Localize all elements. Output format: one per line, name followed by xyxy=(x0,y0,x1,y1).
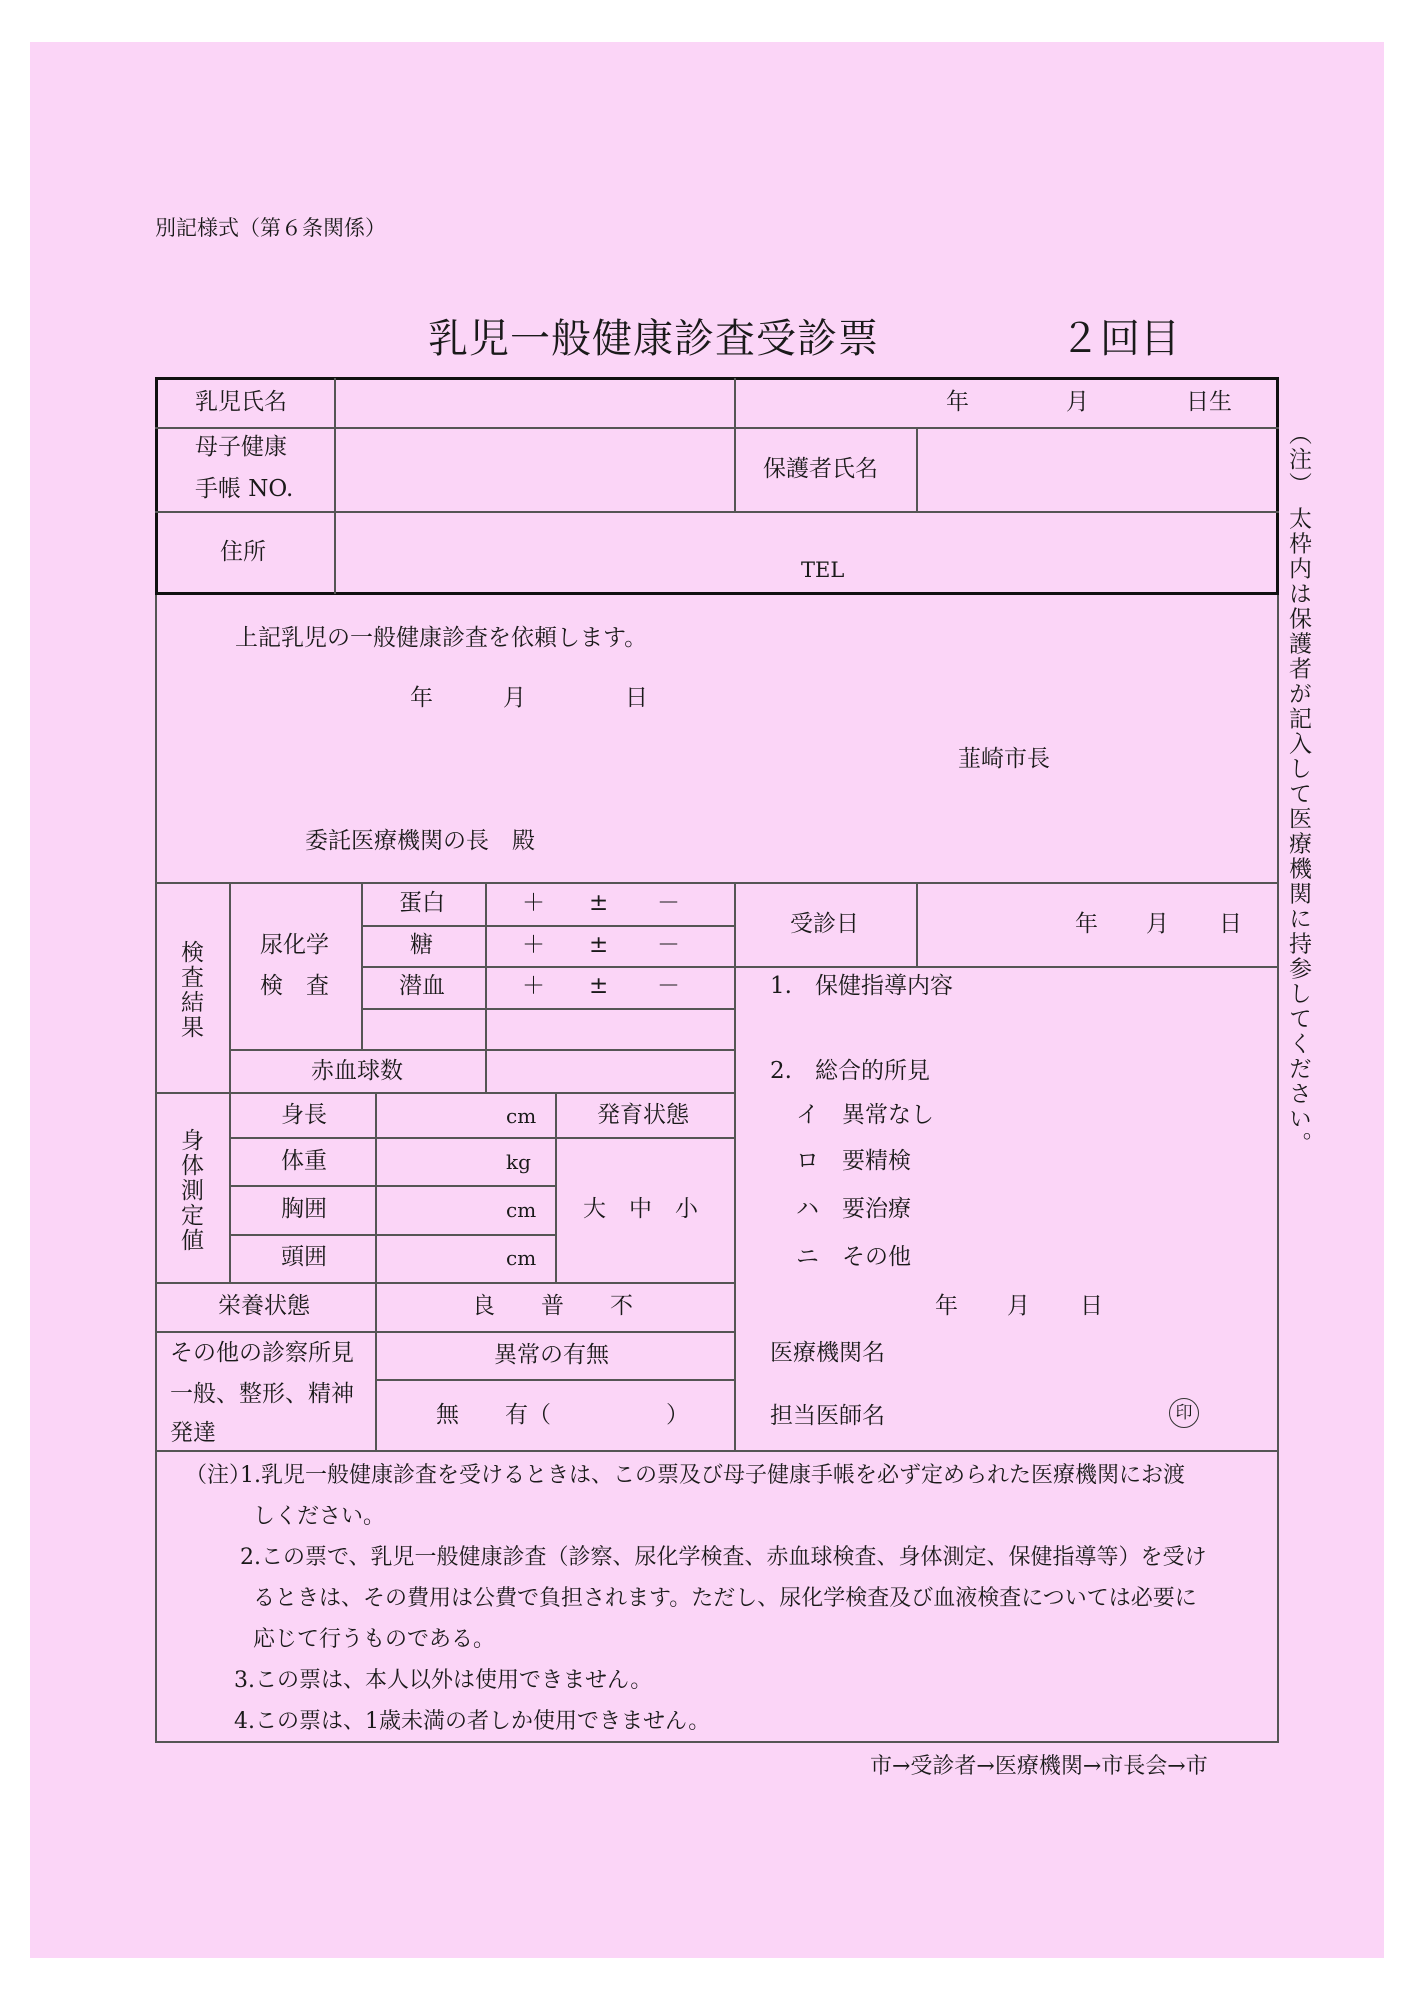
abnormal-label: 異常の有無 xyxy=(494,1342,609,1368)
request-month: 月 xyxy=(503,685,526,711)
body-section-label: 身体測定値 xyxy=(177,1128,203,1253)
protein-plus[interactable]: ＋ xyxy=(522,890,545,916)
addressee: 委託医療機関の長 殿 xyxy=(305,828,535,854)
doctor-field[interactable] xyxy=(900,1395,1160,1435)
institution-field[interactable] xyxy=(900,1334,1270,1374)
findings-year: 年 xyxy=(935,1293,958,1319)
visit-number: ２回目 xyxy=(1060,316,1180,362)
visit-date-label: 受診日 xyxy=(790,911,859,937)
growth-label: 発育状態 xyxy=(597,1102,689,1128)
guidance-field[interactable] xyxy=(736,1005,1276,1055)
visit-month: 月 xyxy=(1146,911,1169,937)
birth-year-label: 年 xyxy=(946,389,969,415)
guidance-label: 1. 保健指導内容 xyxy=(770,973,953,999)
extra-exam-name-field[interactable] xyxy=(363,1010,483,1048)
note-1b: しください。 xyxy=(253,1504,386,1529)
head-field[interactable] xyxy=(377,1236,497,1281)
routing-flow: 市→受診者→医療機関→市長会→市 xyxy=(870,1754,1208,1779)
request-year: 年 xyxy=(410,685,433,711)
mayor-name: 韮崎市長 xyxy=(958,746,1050,772)
occult-blood-plusminus[interactable]: ± xyxy=(589,973,609,999)
infant-name-field[interactable] xyxy=(336,380,732,426)
note-2b: るときは、その費用は公費で負担されます。ただし、尿化学検査及び血液検査については必要に xyxy=(253,1586,1197,1611)
request-day: 日 xyxy=(625,685,648,711)
note-1a: 1.乳児一般健康診査を受けるときは、この票及び母子健康手帳を必ず定められた医療機関にお渡 xyxy=(240,1463,1185,1488)
address-label: 住所 xyxy=(220,539,266,565)
urine-label-1: 尿化学 xyxy=(260,932,329,958)
finding-option-2[interactable]: ロ 要精検 xyxy=(796,1148,911,1174)
tel-label: TEL xyxy=(801,558,845,582)
note-2c: 応じて行うものである。 xyxy=(253,1627,496,1652)
protein-minus[interactable]: － xyxy=(657,890,680,916)
handbook-label-1: 母子健康 xyxy=(195,434,287,460)
finding-option-1[interactable]: イ 異常なし xyxy=(796,1102,934,1128)
occult-blood-label: 潜血 xyxy=(399,973,445,999)
occult-blood-plus[interactable]: ＋ xyxy=(522,973,545,999)
findings-day: 日 xyxy=(1080,1293,1103,1319)
nutrition-label: 栄養状態 xyxy=(218,1293,310,1319)
request-text: 上記乳児の一般健康診査を依頼します。 xyxy=(235,625,648,651)
finding-option-4[interactable]: ニ その他 xyxy=(796,1244,911,1270)
weight-label: 体重 xyxy=(281,1148,327,1174)
weight-field[interactable] xyxy=(377,1139,497,1184)
handbook-number-field[interactable] xyxy=(336,429,732,510)
head-label: 頭囲 xyxy=(281,1244,327,1270)
infant-name-label: 乳児氏名 xyxy=(195,389,287,415)
guardian-name-field[interactable] xyxy=(918,429,1276,510)
nutrition-options[interactable]: 良 普 不 xyxy=(472,1293,633,1319)
urine-label-2: 検 査 xyxy=(260,973,329,999)
rbc-field[interactable] xyxy=(487,1051,733,1091)
sugar-label: 糖 xyxy=(410,932,433,958)
birth-month-label: 月 xyxy=(1066,389,1089,415)
findings-month: 月 xyxy=(1007,1293,1030,1319)
chest-label: 胸囲 xyxy=(281,1196,327,1222)
birth-day-label: 日生 xyxy=(1186,389,1232,415)
seal-icon: 印 xyxy=(1169,1398,1199,1428)
abnormal-options[interactable]: 無 有（ ） xyxy=(436,1402,689,1428)
chest-unit: cm xyxy=(506,1198,537,1222)
side-note: （注） 太枠内は保護者が記入して医療機関に持参してください。 xyxy=(1285,422,1311,1157)
protein-plusminus[interactable]: ± xyxy=(589,890,609,916)
other-label-3: 発達 xyxy=(170,1420,216,1446)
visit-year: 年 xyxy=(1075,911,1098,937)
note-2a: 2.この票で、乳児一般健康診査（診察、尿化学検査、赤血球検査、身体測定、保健指導等）を受け xyxy=(240,1545,1207,1570)
growth-options[interactable]: 大 中 小 xyxy=(583,1196,698,1222)
other-label-1: その他の診察所見 xyxy=(170,1340,354,1366)
other-label-2: 一般、整形、精神 xyxy=(170,1381,354,1407)
institution-label: 医療機関名 xyxy=(770,1340,885,1366)
height-field[interactable] xyxy=(377,1094,497,1136)
guardian-name-label: 保護者氏名 xyxy=(763,456,878,482)
doctor-label: 担当医師名 xyxy=(770,1403,885,1429)
finding-option-3[interactable]: ハ 要治療 xyxy=(796,1196,911,1222)
protein-label: 蛋白 xyxy=(399,890,445,916)
notes-prefix: （注） xyxy=(185,1463,252,1488)
page-title: 乳児一般健康診査受診票 xyxy=(428,316,879,362)
overall-label: 2. 総合的所見 xyxy=(770,1058,930,1084)
occult-blood-minus[interactable]: － xyxy=(657,973,680,999)
form-reference: 別記様式（第６条関係） xyxy=(155,216,386,240)
head-unit: cm xyxy=(506,1246,537,1270)
extra-exam-result-field[interactable] xyxy=(487,1010,733,1048)
height-unit: cm xyxy=(506,1104,537,1128)
handbook-label-2: 手帳 NO. xyxy=(195,476,294,502)
rbc-label: 赤血球数 xyxy=(311,1058,403,1084)
exam-section-label: 検査結果 xyxy=(177,940,203,1040)
chest-field[interactable] xyxy=(377,1187,497,1233)
note-3: 3.この票は、本人以外は使用できません。 xyxy=(234,1668,653,1693)
note-4: 4.この票は、1歳未満の者しか使用できません。 xyxy=(234,1709,711,1734)
height-label: 身長 xyxy=(281,1102,327,1128)
sugar-minus[interactable]: － xyxy=(657,932,680,958)
visit-day: 日 xyxy=(1219,911,1242,937)
sugar-plus[interactable]: ＋ xyxy=(522,932,545,958)
weight-unit: kg xyxy=(506,1150,531,1174)
sugar-plusminus[interactable]: ± xyxy=(589,932,609,958)
